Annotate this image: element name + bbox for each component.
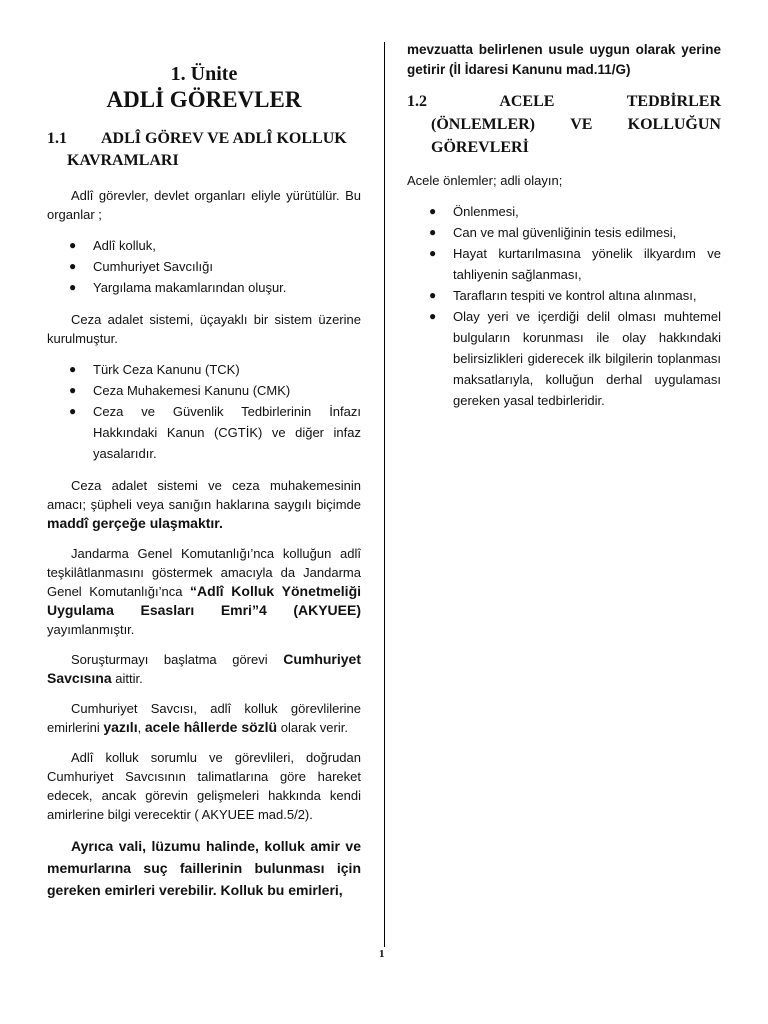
- bullet-list-organs: [47, 235, 361, 298]
- section-number: 1.2: [407, 93, 427, 110]
- list-item: ● Olay yeri ve içerdiği delil olması muhtemel bulguların korunması ile olay hakkındaki belirsizlikleri giderecek ilk bilgilerin toplanması maksatlarıyla, kolluğun derhal uygulaması gereken yasal tedbirleridir.: [407, 306, 721, 411]
- list-item: ● Ceza Muhakemesi Kanunu (CMK): [47, 380, 361, 401]
- page-number: 1: [379, 948, 385, 960]
- bullet-icon: ●: [429, 225, 437, 239]
- paragraph: Cumhuriyet Savcısı, adlî kolluk görevlilerine emirlerini yazılı, acele hâllerde sözlü olarak verir.: [47, 701, 361, 735]
- list-item: ● Türk Ceza Kanunu (TCK): [47, 359, 361, 380]
- section-heading-1-1: [47, 128, 361, 172]
- section-number: 1.1: [47, 130, 67, 147]
- list-item: ● Adlî kolluk,: [47, 235, 361, 256]
- section-title-line-1: ADLÎ GÖREV VE ADLÎ KOLLUK: [101, 130, 347, 147]
- paragraph: Adlî kolluk sorumlu ve görevlileri, doğrudan Cumhuriyet Savcısının talimatlarına göre hareket edecek, ancak görevin gelişmeleri hakkında kendi amirlerine bilgi verecektir ( AKYUEE mad.5/2).: [47, 750, 361, 822]
- bullet-icon: ●: [69, 259, 77, 273]
- bullet-icon: ●: [429, 246, 437, 260]
- paragraph: Adlî görevler, devlet organları eliyle yürütülür. Bu organlar ;: [47, 188, 361, 222]
- bullet-icon: ●: [69, 362, 77, 376]
- bullet-icon: ●: [69, 383, 77, 397]
- section-heading-1-2: 1.2 ACELE TEDBİRLER (ÖNLEMLER) VE KOLLUĞUN GÖREVLERİ: [407, 90, 721, 159]
- paragraph: Soruşturmayı başlatma görevi Cumhuriyet Savcısına aittir.: [47, 651, 361, 686]
- left-column: [47, 62, 361, 901]
- bullet-list-measures: [407, 201, 721, 411]
- list-item: ● Ceza ve Güvenlik Tedbirlerinin İnfazı Hakkındaki Kanun (CGTİK) ve diğer infaz yasalarıdır.: [47, 401, 361, 464]
- list-item: ● Can ve mal güvenliğinin tesis edilmesi,: [407, 222, 721, 243]
- list-item: ● Tarafların tespiti ve kontrol altına alınması,: [407, 285, 721, 306]
- paragraph-continued: mevzuatta belirlenen usule uygun olarak yerine getirir (İl İdaresi Kanunu mad.11/G): [407, 42, 721, 77]
- bullet-icon: ●: [69, 238, 77, 252]
- bullet-icon: ●: [429, 288, 437, 302]
- paragraph: Acele önlemler; adli olayın;: [407, 173, 563, 188]
- unit-title: 1. Ünite: [170, 63, 238, 85]
- bullet-list-laws: [47, 359, 361, 464]
- right-column: [407, 40, 721, 423]
- list-item: ● Yargılama makamlarından oluşur.: [47, 277, 361, 298]
- column-divider: [384, 42, 385, 947]
- paragraph: Ceza adalet sistemi ve ceza muhakemesinin amacı; şüpheli veya sanığın haklarına saygılı biçimde maddî gerçeğe ulaşmaktır.: [47, 478, 361, 531]
- list-item: ● Hayat kurtarılmasına yönelik ilkyardım ve tahliyenin sağlanması,: [407, 243, 721, 285]
- paragraph: Jandarma Genel Komutanlığı’nca kolluğun adlî teşkilâtlanmasını göstermek amacıyla da Jandarma Genel Komutanlığı’nca “Adlî Kolluk Yönetmeliği Uygulama Esasları Emri”4 (AKYUEE) yayımlanmıştır.: [47, 546, 362, 637]
- section-title-line-2: KAVRAMLARI: [67, 152, 179, 169]
- chapter-title: ADLİ GÖREVLER: [106, 87, 302, 112]
- bullet-icon: ●: [69, 280, 77, 294]
- bullet-icon: ●: [429, 309, 437, 323]
- bold-paragraph: Ayrıca vali, lüzumu halinde, kolluk amir ve memurlarına suç faillerinin bulunması için gereken emirleri verebilir. Kolluk bu emirleri,: [47, 838, 361, 898]
- bullet-icon: ●: [429, 204, 437, 218]
- list-item: ● Önlenmesi,: [407, 201, 721, 222]
- paragraph: Ceza adalet sistemi, üçayaklı bir sistem üzerine kurulmuştur.: [47, 312, 361, 346]
- list-item: ● Cumhuriyet Savcılığı: [47, 256, 361, 277]
- bullet-icon: ●: [69, 404, 77, 418]
